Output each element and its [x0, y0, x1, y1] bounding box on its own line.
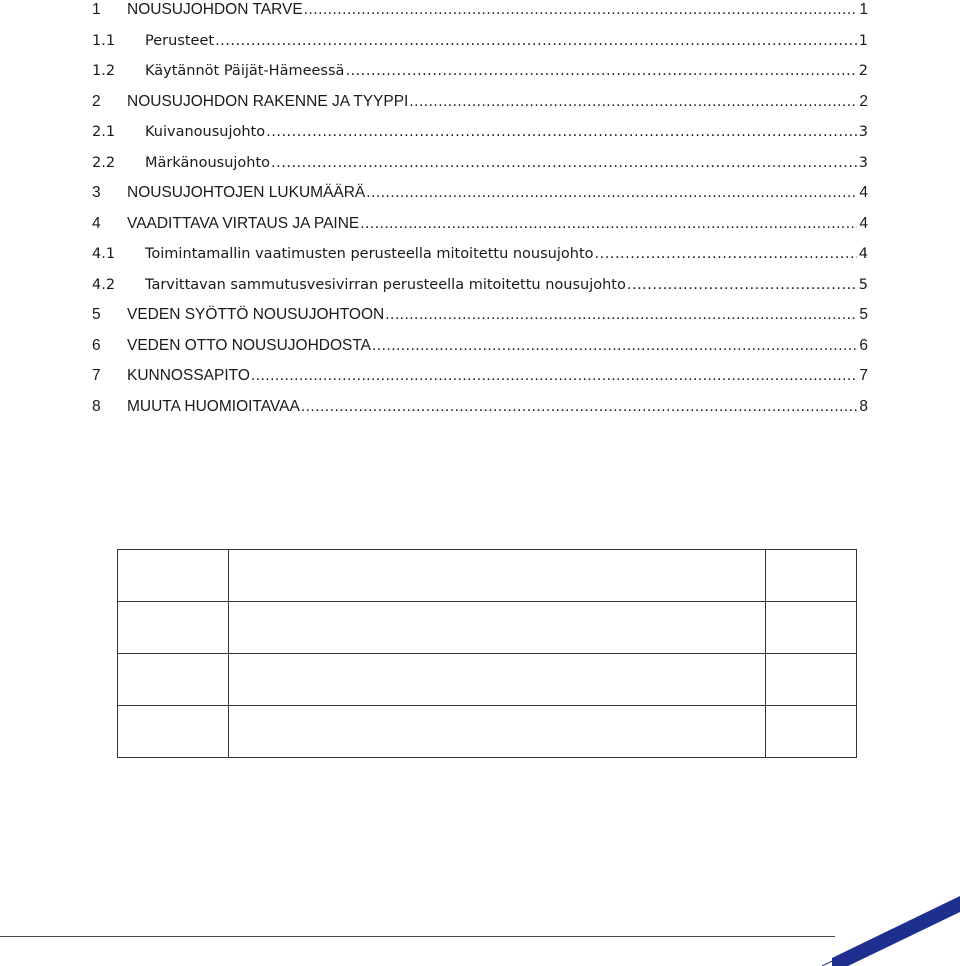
- toc-entry-number: 5: [92, 306, 101, 323]
- toc-entry-number: 1.1: [92, 32, 116, 49]
- toc-entry-number: 4.2: [92, 276, 116, 293]
- toc-entry-page: 8: [859, 397, 868, 415]
- toc-entry-title: MUUTA HUOMIOITAVAA: [127, 397, 300, 415]
- toc-entry-title: Kuivanousujohto: [145, 124, 266, 140]
- toc-entry-page: 7: [859, 367, 868, 384]
- toc-entry-number: 4: [92, 214, 101, 232]
- toc-entry-number: 2.1: [92, 124, 116, 140]
- toc-entry-number: 4.1: [92, 246, 116, 262]
- toc-entry-title: NOUSUJOHTOJEN LUKUMÄÄRÄ: [127, 184, 366, 201]
- toc-entry-page: 4: [859, 184, 868, 201]
- toc-entry-number: 1: [92, 1, 101, 18]
- toc-entry-title: NOUSUJOHDON RAKENNE JA TYYPPI: [127, 92, 409, 110]
- toc-entry-number: 6: [92, 336, 101, 354]
- toc-entry-page: 1: [858, 32, 868, 49]
- toc-entry-number: 1.2: [92, 63, 116, 79]
- toc-entry-page: 3: [858, 154, 868, 171]
- toc-entry-page: 5: [859, 306, 868, 323]
- toc-entry-title: VAADITTAVA VIRTAUS JA PAINE: [127, 214, 360, 232]
- toc-entry-title: Tarvittavan sammutusvesivirran perusteella mitoitettu nousujohto: [145, 276, 626, 293]
- toc-entry-page: 1: [859, 1, 868, 18]
- toc-entry-page: 4: [858, 246, 868, 262]
- toc-entry-page: 2: [859, 92, 868, 110]
- toc-entry-number: 3: [92, 184, 101, 201]
- toc-entry-number: 2: [92, 92, 101, 110]
- toc-entry-title: Toimintamallin vaatimusten perusteella mitoitettu nousujohto: [145, 246, 594, 262]
- toc-entry-page: 3: [858, 124, 868, 140]
- toc-entry-page: 2: [858, 63, 868, 79]
- toc-entry-number: 2.2: [92, 154, 116, 171]
- toc-entry-number: 8: [92, 397, 101, 415]
- toc-entry-title: KUNNOSSAPITO: [127, 367, 250, 384]
- toc-entry-title: Märkänousujohto: [145, 154, 271, 171]
- toc-entry-title: Perusteet: [145, 32, 215, 49]
- footer-stripe-line: [822, 900, 960, 966]
- toc-entry-page: 6: [859, 336, 868, 354]
- toc-entry-page: 4: [859, 214, 868, 232]
- toc-entry-page: 5: [858, 276, 868, 293]
- toc-entry-title: NOUSUJOHDON TARVE: [127, 1, 303, 18]
- toc-entry-title: VEDEN SYÖTTÖ NOUSUJOHTOON: [127, 306, 385, 323]
- toc-entry-title: VEDEN OTTO NOUSUJOHDOSTA: [127, 336, 372, 354]
- toc-entry-title: Käytännöt Päijät-Hämeessä: [145, 63, 345, 79]
- toc-entry-number: 7: [92, 367, 101, 384]
